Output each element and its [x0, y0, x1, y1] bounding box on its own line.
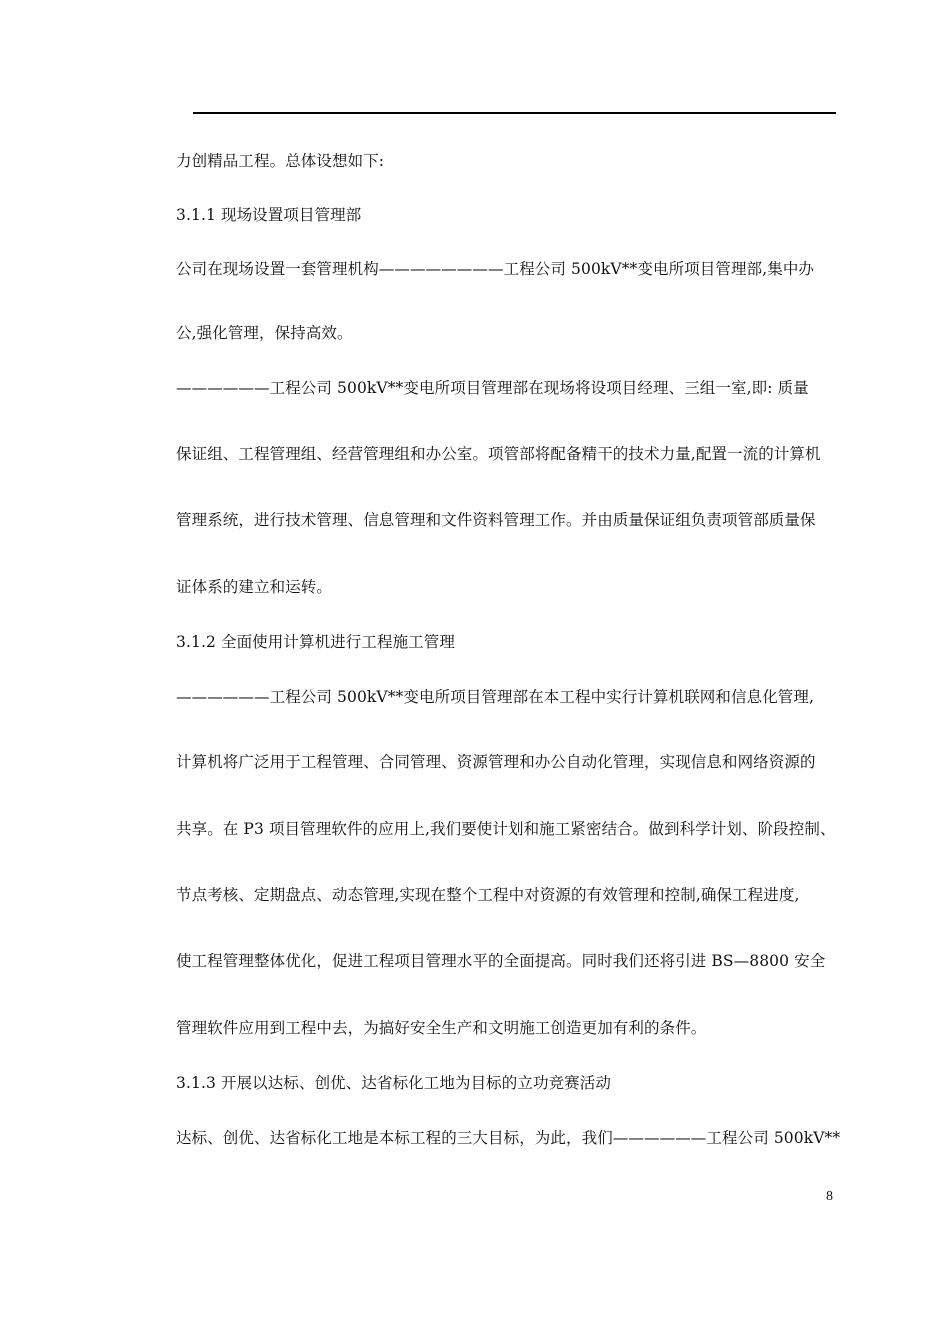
section-heading-3-1-1: 3.1.1 现场设置项目管理部 — [176, 206, 362, 224]
text-line: 共享。在 P3 项目管理软件的应用上,我们要使计划和施工紧密结合。做到科学计划、阶段控制、 — [176, 820, 836, 838]
text-line: 管理系统，进行技术管理、信息管理和文件资料管理工作。并由质量保证组负责项管部质量保 — [176, 511, 816, 529]
text-line: ——————工程公司 500kV**变电所项目管理部在本工程中实行计算机联网和信息化管理, — [176, 688, 815, 706]
text-line: ——————工程公司 500kV**变电所项目管理部在现场将设项目经理、三组一室,即: 质量 — [176, 379, 809, 397]
text-line: 公,强化管理，保持高效。 — [176, 324, 353, 342]
text-line: 使工程管理整体优化，促进工程项目管理水平的全面提高。同时我们还将引进 BS—8800 安全 — [176, 952, 826, 970]
text-line: 达标、创优、达省标化工地是本标工程的三大目标，为此，我们——————工程公司 500kV** — [176, 1129, 841, 1147]
text-line: 保证组、工程管理组、经营管理组和办公室。项管部将配备精干的技术力量,配置一流的计算机 — [176, 445, 821, 463]
text-line: 节点考核、定期盘点、动态管理,实现在整个工程中对资源的有效管理和控制,确保工程进度, — [176, 886, 800, 904]
section-heading-3-1-3: 3.1.3 开展以达标、创优、达省标化工地为目标的立功竞赛活动 — [176, 1074, 611, 1092]
text-line: 计算机将广泛用于工程管理、合同管理、资源管理和办公自动化管理，实现信息和网络资源的 — [176, 753, 816, 771]
page-number: 8 — [826, 1189, 833, 1204]
text-line: 管理软件应用到工程中去，为搞好安全生产和文明施工创造更加有利的条件。 — [176, 1019, 707, 1037]
text-line: 力创精品工程。总体设想如下: — [176, 152, 385, 170]
header-rule — [193, 112, 836, 114]
text-line: 公司在现场设置一套管理机构————————工程公司 500kV**变电所项目管理部,集中办 — [176, 260, 815, 278]
text-line: 证体系的建立和运转。 — [176, 578, 333, 596]
section-heading-3-1-2: 3.1.2 全面使用计算机进行工程施工管理 — [176, 633, 455, 651]
